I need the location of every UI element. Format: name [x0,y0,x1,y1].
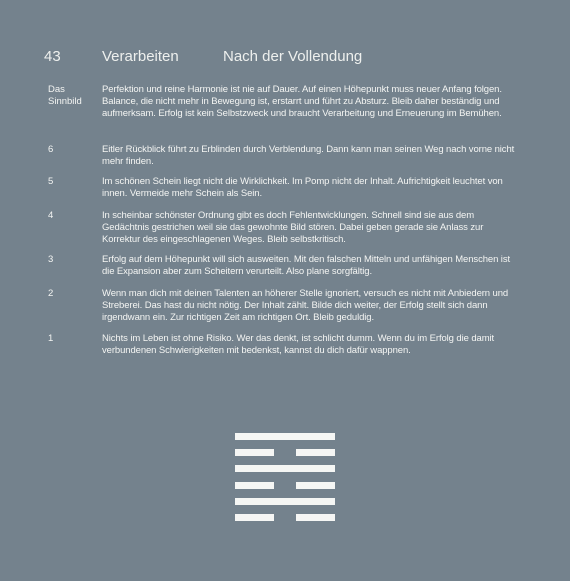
entry-sinnbild [0,84,570,144]
hexagram-line-broken [235,449,335,456]
hexagram-line-solid [235,433,335,440]
hexagram-segment [296,449,335,456]
hexagram-segment [235,465,335,472]
hexagram-segment [235,433,335,440]
entry-text: In scheinbar schönster Ordnung gibt es doch Fehlentwicklungen. Schnell sind sie aus dem Gedächtnis gestrichen weil sie das gewohnte Bild stören. Dabei geben gerade sie Anlass zur Korrektur des eingeschlagenen Weges. Bleib selbstkritisch. [102,210,484,245]
entry-text: Nichts im Leben ist ohne Risiko. Wer das denkt, ist schlicht dumm. Wenn du im Erfolg die damit verbundenen Schwierigkeiten mit bedenkst, kannst du dich dafür wappnen. [102,333,495,356]
entry-text: Perfektion und reine Harmonie ist nie auf Dauer. Auf einen Höhepunkt muss neuer Anfang folgen. Balance, die nicht mehr in Bewegung ist, erstarrt und führt zu Absturz. Bleib daher beständig und aufmerksam. Erfolg ist kein Selbstzweck und braucht Verarbeitung und Erneuerung im Bemühen. [102,84,502,119]
hexagram-segment [235,514,274,521]
entries-list [0,84,570,363]
hexagram-segment [296,514,335,521]
page-title: Verarbeiten [102,48,179,65]
hexagram-line-solid [235,498,335,505]
entry-line-6 [0,144,570,176]
entry-label: 5 [48,176,54,187]
hexagram-line-broken [235,514,335,521]
hexagram-number: 43 [44,48,61,65]
hexagram-segment [235,498,335,505]
entry-text: Erfolg auf dem Höhepunkt will sich ausweiten. Mit den falschen Mitteln und unfähigen Menschen ist die Expansion aber zum Scheitern verurteilt. Also plane sorgfältig. [102,254,511,277]
entry-line-3 [0,254,570,288]
hexagram-segment [235,449,274,456]
entry-text: Eitler Rückblick führt zu Erblinden durch Verblendung. Dann kann man seinen Weg nach vorne nicht mehr finden. [102,144,515,167]
entry-line-4 [0,210,570,254]
entry-text: Im schönen Schein liegt nicht die Wirklichkeit. Im Pomp nicht der Inhalt. Aufrichtigkeit leuchtet von innen. Vermeide mehr Schein als Sein. [102,176,503,199]
entry-label: Das Sinnbild [48,84,82,107]
hexagram-segment [296,482,335,489]
hexagram-line-broken [235,482,335,489]
entry-label: 4 [48,210,54,221]
entry-label: 3 [48,254,54,265]
entry-label: 1 [48,333,54,344]
hexagram-symbol [235,433,335,535]
entry-line-2 [0,288,570,333]
entry-label: 6 [48,144,54,155]
entry-text: Wenn man dich mit deinen Talenten an höherer Stelle ignoriert, versuch es nicht mit Anbiedern und Streberei. Das hast du nicht nötig. Der Inhalt zählt. Bilde dich weiter, der Erfolg stellt sich dann irgendwann ein. Zur richtigen Zeit am richtigen Ort. Bleib geduldig. [102,288,509,323]
entry-label: 2 [48,288,54,299]
entry-line-1 [0,333,570,363]
hexagram-line-solid [235,465,335,472]
entry-line-5 [0,176,570,210]
page-subtitle: Nach der Vollendung [223,48,363,65]
hexagram-segment [235,482,274,489]
header [0,48,570,72]
